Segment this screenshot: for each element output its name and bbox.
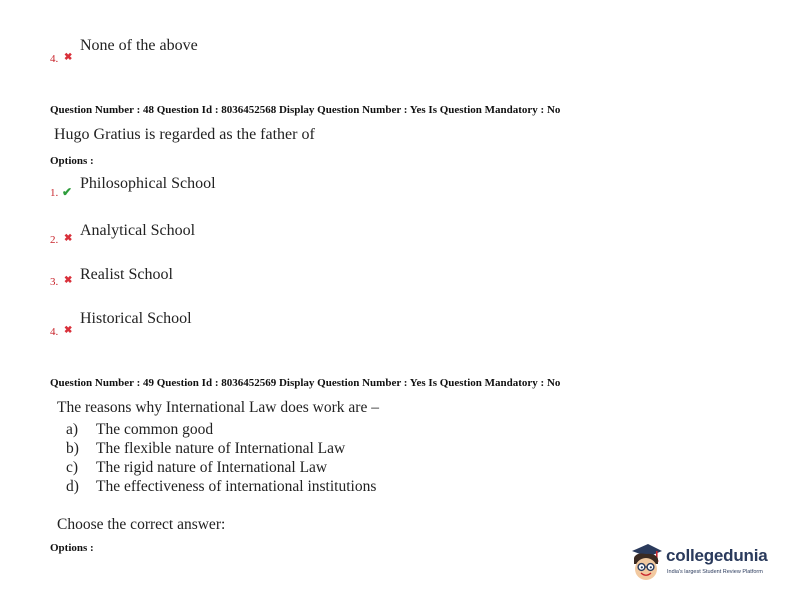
options-label: Options : [50,542,94,554]
option-text: Realist School [80,266,173,283]
statement-letter: a) [66,421,79,438]
option-number: 4. [50,326,59,338]
statement-letter: d) [66,478,79,495]
collegedunia-logo [628,540,778,590]
mascot-icon [628,542,664,586]
cross-icon: ✖ [64,275,73,286]
option-text: Historical School [80,310,192,327]
brand-name: collegedunia [666,546,768,565]
option-number: 1. [50,187,59,199]
option-number: 4. [50,53,59,65]
statement-text: The common good [96,421,214,438]
instruction-text: Choose the correct answer: [57,516,226,533]
statement-c [66,459,327,477]
statement-letter: b) [66,440,79,457]
option-text: Analytical School [80,222,196,239]
statement-text: The rigid nature of International Law [96,459,328,476]
check-icon: ✔ [62,185,73,199]
statement-a [66,421,213,439]
cross-icon: ✖ [64,233,73,244]
option-number: 2. [50,234,59,246]
cross-icon: ✖ [64,325,73,336]
option-text: None of the above [80,37,198,54]
cross-icon: ✖ [64,52,73,63]
question-text: The reasons why International Law does work are – [57,399,379,416]
statement-text: The flexible nature of International Law [96,440,346,457]
brand-tagline: India's largest Student Review Platform [667,569,763,575]
statement-letter: c) [66,459,79,476]
statement-d [66,478,376,496]
statement-b [66,440,345,458]
question-text: Hugo Gratius is regarded as the father of [54,126,315,143]
option-number: 3. [50,276,59,288]
option-text: Philosophical School [80,175,216,192]
question-header: Question Number : 48 Question Id : 8036452568 Display Question Number : Yes Is Question Mandatory : No [50,104,561,116]
options-label: Options : [50,155,94,167]
statement-text: The effectiveness of international institutions [96,478,377,495]
question-header: Question Number : 49 Question Id : 8036452569 Display Question Number : Yes Is Question Mandatory : No [50,377,561,389]
